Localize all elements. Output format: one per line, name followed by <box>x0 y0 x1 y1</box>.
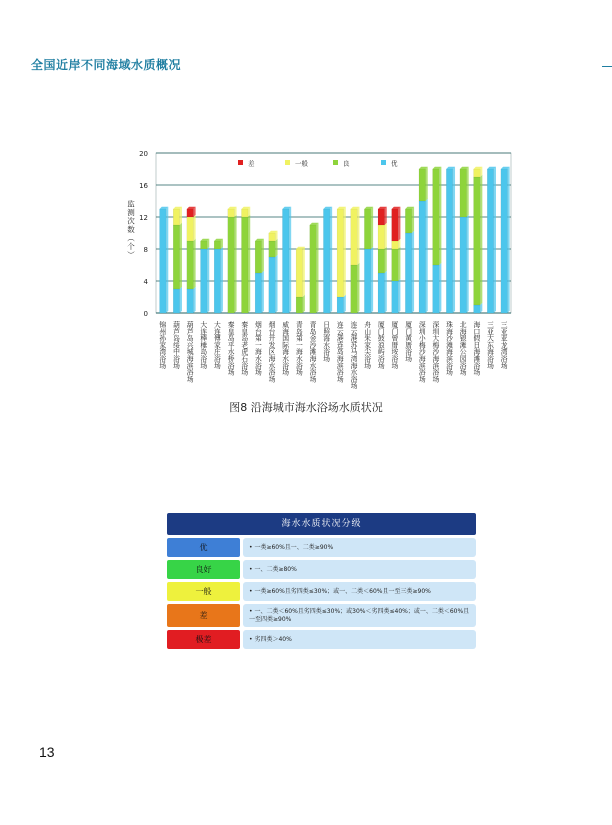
bar-segment <box>474 177 481 305</box>
bar-segment-side <box>262 239 264 273</box>
x-category-label: 连云港连岛海滨浴场 <box>335 321 344 383</box>
bar-segment-side <box>357 207 359 265</box>
y-tick-label: 0 <box>143 310 148 318</box>
bar-segment-side <box>234 215 236 313</box>
x-category-label: 葫芦岛绥中浴场 <box>171 321 180 369</box>
x-category-label: 连云港苏马湾海水浴场 <box>348 321 357 389</box>
classification-criteria: • 一、二类＜60%且劣四类≤30%；或30%＜劣四类≤40%；或一、二类＜60%且一至四类≥90% <box>243 604 476 627</box>
bar-segment <box>487 169 494 313</box>
bar-segment-side <box>180 287 182 313</box>
bar-segment <box>214 249 221 313</box>
bar-segment <box>364 249 371 313</box>
classification-row <box>167 582 476 601</box>
bar-segment <box>337 209 344 297</box>
bar-segment <box>201 249 208 313</box>
bar-segment <box>433 265 440 313</box>
bar-segment-side <box>398 207 400 241</box>
bar-segment-side <box>275 239 277 257</box>
classification-criteria: • 一类≥60%且劣四类≤30%；或一、二类＜60%且一至三类≥90% <box>243 582 476 601</box>
bar-segment <box>201 241 208 249</box>
bar-segment <box>474 169 481 177</box>
x-category-label: 秦皇岛平水桥浴场 <box>226 321 235 376</box>
x-category-label: 厦门黄厝浴场 <box>403 321 412 362</box>
x-category-label: 三亚亚龙湾浴场 <box>499 321 508 369</box>
bar-segment-side <box>248 215 250 313</box>
classification-criteria: • 一类≥60%且一、二类≥90% <box>243 538 476 557</box>
x-category-label: 烟台第一海水浴场 <box>253 321 262 376</box>
x-category-label: 三亚大东海浴场 <box>485 321 494 369</box>
bar-segment-side <box>166 207 168 313</box>
bar-segment <box>160 209 167 313</box>
bar-segment <box>378 209 385 225</box>
bar-segment <box>296 297 303 313</box>
legend-swatch <box>285 160 290 165</box>
bar-segment-side <box>426 167 428 201</box>
bar-segment-side <box>193 215 195 241</box>
bar-segment-side <box>316 223 318 313</box>
bar-segment-side <box>221 247 223 313</box>
classification-row <box>167 630 476 649</box>
x-category-label: 锦州孙家湾浴场 <box>157 321 166 369</box>
bar-segment-side <box>480 175 482 305</box>
x-category-label: 海口假日海滩浴场 <box>471 321 480 376</box>
bar-segment-side <box>289 207 291 313</box>
bar-segment-side <box>303 295 305 313</box>
bar-segment <box>446 169 453 313</box>
bar-segment <box>187 217 194 241</box>
x-category-label: 深圳大梅沙海滨浴场 <box>430 321 439 383</box>
page-number: 13 <box>39 744 55 760</box>
bar-segment <box>392 249 399 281</box>
bar-segment <box>228 209 235 217</box>
bar-segment <box>255 241 262 273</box>
legend-label: 一般 <box>295 159 308 168</box>
bar-segment <box>187 241 194 289</box>
bar-segment <box>501 169 508 313</box>
bar-segment-side <box>275 255 277 313</box>
figure-caption: 图8 沿海城市海水浴场水质状况 <box>229 401 383 414</box>
bar-segment <box>255 273 262 313</box>
bar-segment <box>474 305 481 313</box>
bar-segment-side <box>385 247 387 273</box>
bar-segment <box>378 273 385 313</box>
bar-segment <box>173 209 180 225</box>
bar-segment-side <box>344 295 346 313</box>
bar-segment-side <box>207 247 209 313</box>
bar-segment <box>296 249 303 297</box>
bar-segment <box>351 209 358 265</box>
bar-segment <box>269 233 276 241</box>
bar-segment-side <box>193 239 195 289</box>
bar-segment-side <box>439 167 441 265</box>
bar-segment-side <box>371 247 373 313</box>
bar-segment <box>433 169 440 265</box>
y-axis-label: 监测次数（个） <box>126 200 136 260</box>
y-tick-label: 20 <box>139 150 148 158</box>
bar-segment-side <box>385 223 387 249</box>
bar-segment-side <box>385 207 387 225</box>
bar-segment <box>173 289 180 313</box>
bar-segment <box>405 233 412 313</box>
legend-swatch <box>381 160 386 165</box>
x-category-label: 葫芦岛兴城海滨浴场 <box>185 321 194 383</box>
bar-segment-side <box>262 271 264 313</box>
bar-segment-side <box>439 263 441 313</box>
bar-segment-side <box>466 215 468 313</box>
bar-segment-side <box>412 231 414 313</box>
bar-segment <box>405 209 412 233</box>
legend-swatch <box>238 160 243 165</box>
classification-row <box>167 560 476 579</box>
legend-label: 优 <box>391 159 398 168</box>
bar-segment <box>351 265 358 313</box>
classification-row <box>167 604 476 627</box>
classification-level-label: 良好 <box>167 560 240 579</box>
x-category-label: 厦门曾厝垵浴场 <box>389 321 398 369</box>
water-quality-chart <box>0 0 612 400</box>
bar-segment <box>214 241 221 249</box>
y-tick-label: 16 <box>139 182 148 190</box>
x-category-label: 秦皇岛老虎石浴场 <box>239 321 248 376</box>
bar-segment-side <box>385 271 387 313</box>
classification-criteria: • 劣四类＞40% <box>243 630 476 649</box>
bar-segment <box>323 209 330 313</box>
bar-segment <box>282 209 289 313</box>
x-category-label: 厦门鼓浪屿浴场 <box>376 321 385 369</box>
running-title: 全国近岸不同海域水质概况 <box>31 58 182 72</box>
bar-segment <box>187 209 194 217</box>
bar-segment-side <box>330 207 332 313</box>
bar-segment-side <box>180 223 182 289</box>
x-category-label: 威海国际海水浴场 <box>280 321 289 376</box>
bar-segment <box>187 289 194 313</box>
x-category-label: 日照海水浴场 <box>321 321 330 362</box>
bar-segment <box>228 217 235 313</box>
y-tick-label: 12 <box>139 214 148 222</box>
bar-segment <box>392 241 399 249</box>
bar-segment <box>337 297 344 313</box>
bar-segment <box>392 209 399 241</box>
bar-segment <box>392 281 399 313</box>
bar-segment <box>269 241 276 257</box>
bar-segment <box>378 225 385 249</box>
bar-segment-side <box>466 167 468 217</box>
bar-segment-side <box>371 207 373 249</box>
bar-segment <box>378 249 385 273</box>
bar-segment-side <box>412 207 414 233</box>
bar-segment <box>419 169 426 201</box>
bar-segment <box>269 257 276 313</box>
legend-label: 良 <box>343 159 350 168</box>
classification-level-label: 优 <box>167 538 240 557</box>
bar-segment <box>241 217 248 313</box>
bar-segment <box>173 225 180 289</box>
bar-segment-side <box>398 247 400 281</box>
classification-table-title: 海水水质状况分级 <box>167 513 476 535</box>
bar-segment-side <box>193 287 195 313</box>
classification-level-label: 极差 <box>167 630 240 649</box>
bar-segment <box>460 217 467 313</box>
classification-level-label: 一般 <box>167 582 240 601</box>
classification-rows <box>167 538 476 649</box>
x-category-label: 舟山朱家尖浴场 <box>362 321 371 369</box>
x-category-label: 珠海沙滩海滨浴场 <box>444 321 453 376</box>
x-category-label: 深圳小梅沙海滨浴场 <box>417 321 426 383</box>
bar-segment-side <box>180 207 182 225</box>
classification-level-label: 差 <box>167 604 240 627</box>
x-category-label: 北海银滩公园浴场 <box>458 321 467 376</box>
y-tick-label: 4 <box>143 278 148 286</box>
bar-segment <box>460 169 467 217</box>
bar-segment-side <box>398 279 400 313</box>
bar-segment-side <box>453 167 455 313</box>
bar-segment <box>364 209 371 249</box>
x-category-label: 青岛金沙滩海水浴场 <box>308 321 317 383</box>
bar-segment <box>419 201 426 313</box>
legend-swatch <box>333 160 338 165</box>
y-tick-label: 8 <box>143 246 148 254</box>
x-category-label: 大连棒棰岛浴场 <box>198 321 207 369</box>
bar-segment-side <box>344 207 346 297</box>
x-category-label: 青岛第一海水浴场 <box>294 321 303 376</box>
bar-segment <box>310 225 317 313</box>
bar-segment <box>241 209 248 217</box>
bar-segment-side <box>507 167 509 313</box>
water-quality-classification-table <box>167 513 476 649</box>
bar-segment-side <box>426 199 428 313</box>
bar-segment-side <box>494 167 496 313</box>
x-category-label: 大连傅家庄浴场 <box>212 321 221 369</box>
bar-segment-side <box>357 263 359 313</box>
classification-criteria: • 一、二类≥80% <box>243 560 476 579</box>
x-category-label: 烟台开发区海水浴场 <box>267 321 276 383</box>
bar-segment-side <box>303 247 305 297</box>
classification-row <box>167 538 476 557</box>
legend-label: 差 <box>248 159 255 168</box>
